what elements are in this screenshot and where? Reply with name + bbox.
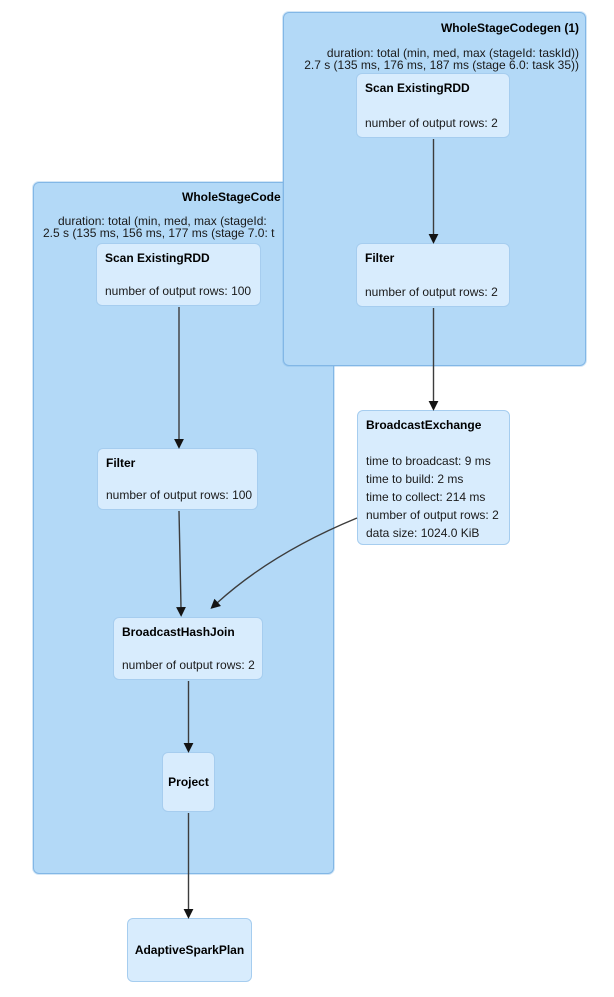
node-metric: time to build: 2 ms (366, 472, 464, 486)
node-metric: number of output rows: 100 (106, 488, 253, 502)
node-metric: number of output rows: 2 (122, 658, 255, 672)
node-metric: time to broadcast: 9 ms (366, 454, 491, 468)
node-filter-1 (356, 243, 510, 307)
node-title: Filter (106, 456, 136, 470)
node-metric: number of output rows: 2 (365, 116, 498, 130)
node-adaptive-spark-plan (127, 918, 252, 982)
node-broadcast-hash-join (113, 617, 263, 680)
node-metric: number of output rows: 2 (366, 508, 499, 522)
node-title: BroadcastExchange (366, 418, 482, 432)
node-metric: number of output rows: 2 (365, 285, 498, 299)
node-title: BroadcastHashJoin (122, 625, 235, 639)
cluster-wholestagecodegen-1 (283, 12, 586, 366)
cluster-title: WholeStageCodegen (1) (440, 21, 579, 35)
node-title: Scan ExistingRDD (105, 251, 210, 265)
node-title: Filter (365, 251, 395, 265)
node-scan-existingrdd-2 (96, 243, 261, 306)
cluster-duration-value: 2.7 s (135 ms, 176 ms, 187 ms (stage 6.0: task 35)) (304, 58, 579, 72)
node-filter-2 (97, 448, 258, 510)
cluster-header (304, 21, 579, 71)
cluster-duration-header: duration: total (min, med, max (stageId: (58, 214, 267, 228)
node-metric: data size: 1024.0 KiB (366, 526, 480, 540)
node-metric: time to collect: 214 ms (366, 490, 486, 504)
node-broadcast-exchange (357, 410, 510, 545)
node-scan-existingrdd-1 (356, 73, 510, 138)
node-title: Project (168, 775, 209, 789)
cluster-duration-header: duration: total (min, med, max (stageId: taskId)) (326, 46, 579, 60)
cluster-title: WholeStageCode (182, 190, 281, 204)
node-title: AdaptiveSparkPlan (134, 943, 245, 957)
node-metric: number of output rows: 100 (105, 284, 252, 298)
node-title: Scan ExistingRDD (365, 81, 470, 95)
cluster-duration-value: 2.5 s (135 ms, 156 ms, 177 ms (stage 7.0: t (43, 226, 275, 240)
node-project (162, 752, 215, 812)
